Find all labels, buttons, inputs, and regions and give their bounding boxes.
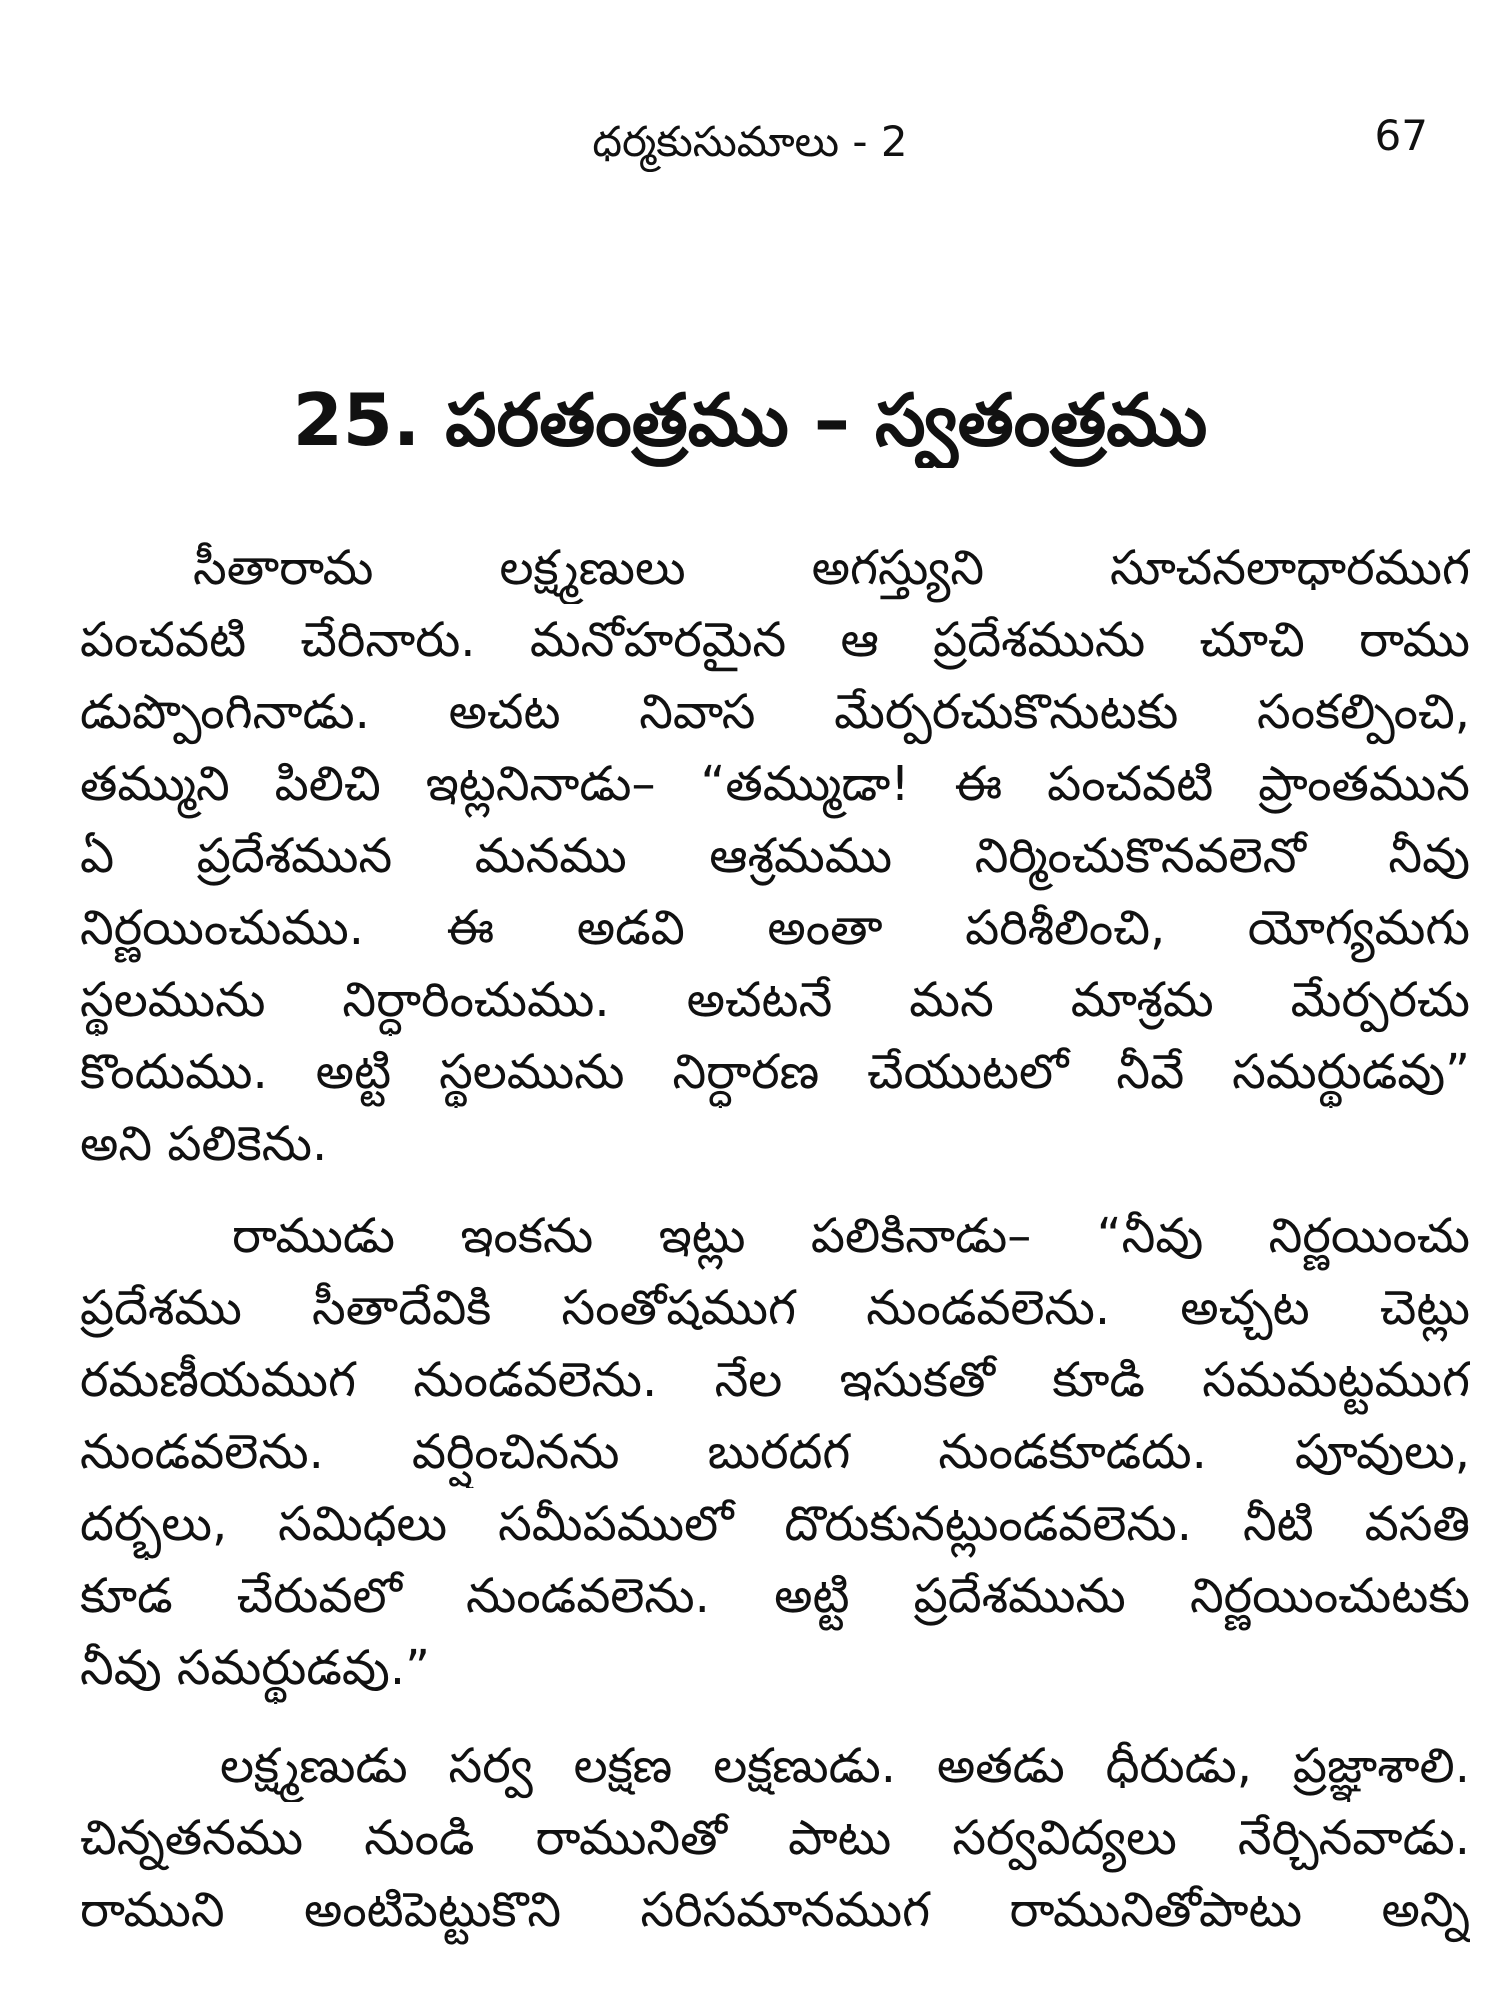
- paragraph-line: అని పలికెను.: [80, 1116, 328, 1172]
- paragraph-line: లక్ష్మణుడు సర్వ లక్షణ లక్షణుడు. అతడు ధీరుడు, ప్రజ్ఞాశాలి.: [220, 1738, 1470, 1794]
- body-text: [80, 532, 1470, 1972]
- running-title: ధర్మకుసుమాలు - 2: [592, 117, 908, 166]
- paragraph-line: నిర్ణయించుము. ఈ అడవి అంతా పరిశీలించి, యోగ్యమగు: [80, 900, 1470, 956]
- paragraph-line: నీవు సమర్థుడవు.”: [80, 1640, 430, 1696]
- paragraph: [80, 1200, 1470, 1704]
- chapter-title: 25. పరతంత్రము – స్వతంత్రము: [292, 378, 1208, 462]
- paragraph-line: కొందుము. అట్టి స్థలమును నిర్ధారణ చేయుటలో నీవే సమర్థుడవు”: [80, 1044, 1470, 1100]
- paragraph-line: నుండవలెను. వర్షించినను బురదగ నుండకూడదు. పూవులు,: [80, 1424, 1470, 1480]
- paragraph-line: ప్రదేశము సీతాదేవికి సంతోషముగ నుండవలెను. అచ్చట చెట్లు: [80, 1280, 1470, 1336]
- paragraph-line: దర్భలు, సమిధలు సమీపములో దొరుకునట్లుండవలెను. నీటి వసతి: [80, 1496, 1470, 1552]
- paragraph-line: రాముని అంటిపెట్టుకొని సరిసమానముగ రామునితోపాటు అన్ని: [80, 1882, 1470, 1938]
- paragraph-line: తమ్ముని పిలిచి ఇట్లనినాడు– “తమ్ముడా! ఈ పంచవటి ప్రాంతమున: [80, 756, 1470, 812]
- paragraph-line: రాముడు ఇంకను ఇట్లు పలికినాడు– “నీవు నిర్ణయించు: [232, 1208, 1470, 1264]
- paragraph-line: కూడ చేరువలో నుండవలెను. అట్టి ప్రదేశమును నిర్ణయించుటకు: [80, 1568, 1470, 1624]
- paragraph-line: చిన్నతనము నుండి రామునితో పాటు సర్వవిద్యలు నేర్చినవాడు.: [80, 1810, 1470, 1866]
- paragraph-line: రమణీయముగ నుండవలెను. నేల ఇసుకతో కూడి సమమట్టముగ: [80, 1352, 1470, 1408]
- paragraph: [80, 532, 1470, 1180]
- paragraph-line: స్థలమును నిర్ధారించుము. అచటనే మన మాశ్రమ మేర్పరచు: [80, 972, 1470, 1028]
- paragraph-line: సీతారామ లక్ష్మణులు అగస్త్యుని సూచనలాధారముగ: [193, 540, 1470, 596]
- paragraph-line: ఏ ప్రదేశమున మనము ఆశ్రమము నిర్మించుకొనవలెనో నీవు: [80, 828, 1470, 884]
- page-number: 67: [1374, 111, 1428, 160]
- paragraph-line: డుప్పొంగినాడు. అచట నివాస మేర్పరచుకొనుటకు సంకల్పించి,: [80, 684, 1470, 740]
- paragraph-line: పంచవటి చేరినారు. మనోహరమైన ఆ ప్రదేశమును చూచి రాము: [80, 612, 1470, 668]
- paragraph: [80, 1730, 1470, 1946]
